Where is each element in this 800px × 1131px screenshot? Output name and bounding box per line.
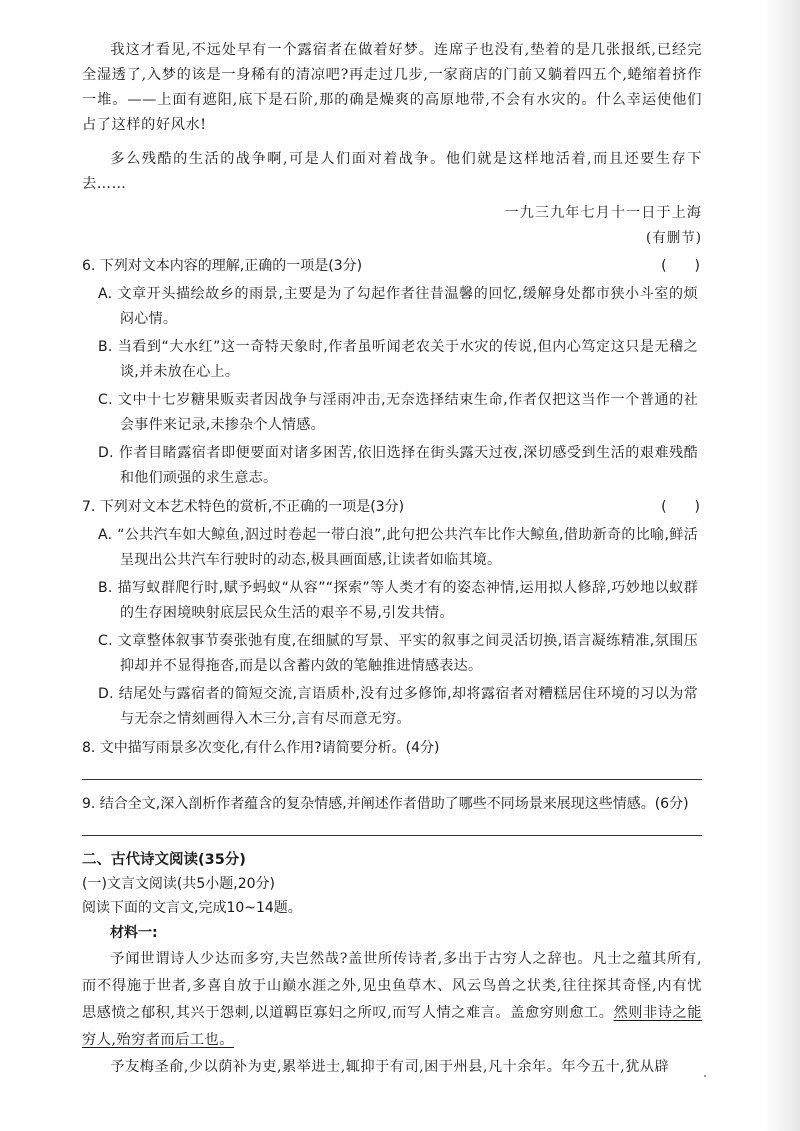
question-8 <box>82 736 702 761</box>
q6-option-d: D. 作者目睹露宿者即便要面对诸多困苦,依旧选择在街头露天过夜,深切感受到生活的艰难残酷和他们顽强的求生意志。 <box>98 445 698 486</box>
question-9 <box>82 792 702 817</box>
q7-option-a: A. “公共汽车如大鲸鱼,泅过时卷起一带白浪”,此句把公共汽车比作大鲸鱼,借助新奇的比喻,鲜活呈现出公共汽车行驶时的动态,极具画面感,让读者如临其境。 <box>98 527 698 568</box>
passage-note: (有删节) <box>645 230 702 246</box>
classical-text: 予闻世谓诗人少达而多穷,夫岂然哉?盖世所传诗者,多出于古穷人之辞也。凡士之蕴其所有,而不得施于世者,多喜自放于山巅水涯之外,见虫鱼草木、风云鸟兽之状类,往往探其奇怪,内有忧思感愤之郁积,其兴于怨刺,以道羁臣寡妇之所叹,而写人情之难言。盖愈穷则愈工。 <box>82 951 702 1021</box>
underlined-sentence: 然则非诗之能穷人,殆穷者而后工也。 <box>82 1005 702 1048</box>
q7-option-c: C. 文章整体叙事节奏张弛有度,在细腻的写景、平实的叙事之间灵活切换,语言凝练精准,氛围压抑却并不显得拖沓,而是以含蓄内敛的笔触推进情感表达。 <box>98 633 698 674</box>
q6-option-a: A. 文章开头描绘故乡的雨景,主要是为了勾起作者往昔温馨的回忆,缓解身处都市狭小斗室的烦闷心情。 <box>98 286 698 327</box>
subsection-heading: (一)文言文阅读(共5小题,20分) <box>82 876 276 892</box>
scan-speck <box>704 1075 706 1077</box>
q6-option-b: B. 当看到“大水红”这一奇特天象时,作者虽听闻老农关于水灾的传说,但内心笃定这只是无稽之谈,并未放在心上。 <box>98 339 698 380</box>
q6-option-c: C. 文中十七岁糖果贩卖者因战争与淫雨冲击,无奈选择结束生命,作者仅把这当作一个普通的社会事件来记录,未掺杂个人情感。 <box>98 392 698 433</box>
answer-bracket[interactable]: ( ) <box>661 499 700 515</box>
question-6-stem: 6. 下列对文本内容的理解,正确的一项是(3分) <box>82 258 363 274</box>
passage-paragraph-2: 多么残酷的生活的战争啊,可是人们面对着战争。他们就是这样地活着,而且还要生存下去…… <box>82 151 702 192</box>
question-7-stem: 7. 下列对文本艺术特色的赏析,不正确的一项是(3分) <box>82 499 405 515</box>
section-heading: 二、古代诗文阅读(35分) <box>82 852 246 868</box>
q7-option-b: B. 描写蚁群爬行时,赋予蚂蚁“从容”“探索”等人类才有的姿态神情,运用拟人修辞,巧妙地以蚁群的生存困境映射底层民众生活的艰辛不易,引发共情。 <box>98 580 698 621</box>
page-content <box>82 38 702 1081</box>
answer-line-q9[interactable] <box>82 835 702 836</box>
passage-date: 一九三九年七月十一日于上海 <box>504 205 702 221</box>
answer-bracket[interactable]: ( ) <box>661 258 700 274</box>
question-6 <box>82 254 702 279</box>
classical-paragraph-2: 予友梅圣俞,少以荫补为吏,累举进士,辄抑于有司,困于州县,凡十余年。年今五十,犹从辟 <box>110 1059 670 1075</box>
question-9-stem: 9. 结合全文,深入剖析作者蕴含的复杂情感,并阐述作者借助了哪些不同场景来展现这些情感。(6分) <box>82 796 689 812</box>
classical-paragraph-1 <box>82 946 702 1054</box>
material-label: 材料一: <box>110 925 158 941</box>
passage-paragraph-1: 我这才看见,不远处早有一个露宿者在做着好梦。连席子也没有,垫着的是几张报纸,已经完全湿透了,入梦的该是一身稀有的清凉吧?再走过几步,一家商店的门前又躺着四五个,蜷缩着挤作一堆。——上面有遮阳,底下是石阶,那的确是燥爽的高原地带,不会有水灾的。什么幸运使他们占了这样的好风水! <box>82 42 702 133</box>
reading-instruction: 阅读下面的文言文,完成10~14题。 <box>82 900 302 916</box>
question-7 <box>82 495 702 520</box>
scan-shadow-edge <box>764 0 800 1131</box>
question-8-stem: 8. 文中描写雨景多次变化,有什么作用?请简要分析。(4分) <box>82 740 440 756</box>
answer-line-q8[interactable] <box>82 779 702 780</box>
q7-option-d: D. 结尾处与露宿者的简短交流,言语质朴,没有过多修饰,却将露宿者对糟糕居住环境的习以为常与无奈之情刻画得入木三分,言有尽而意无穷。 <box>98 686 698 727</box>
